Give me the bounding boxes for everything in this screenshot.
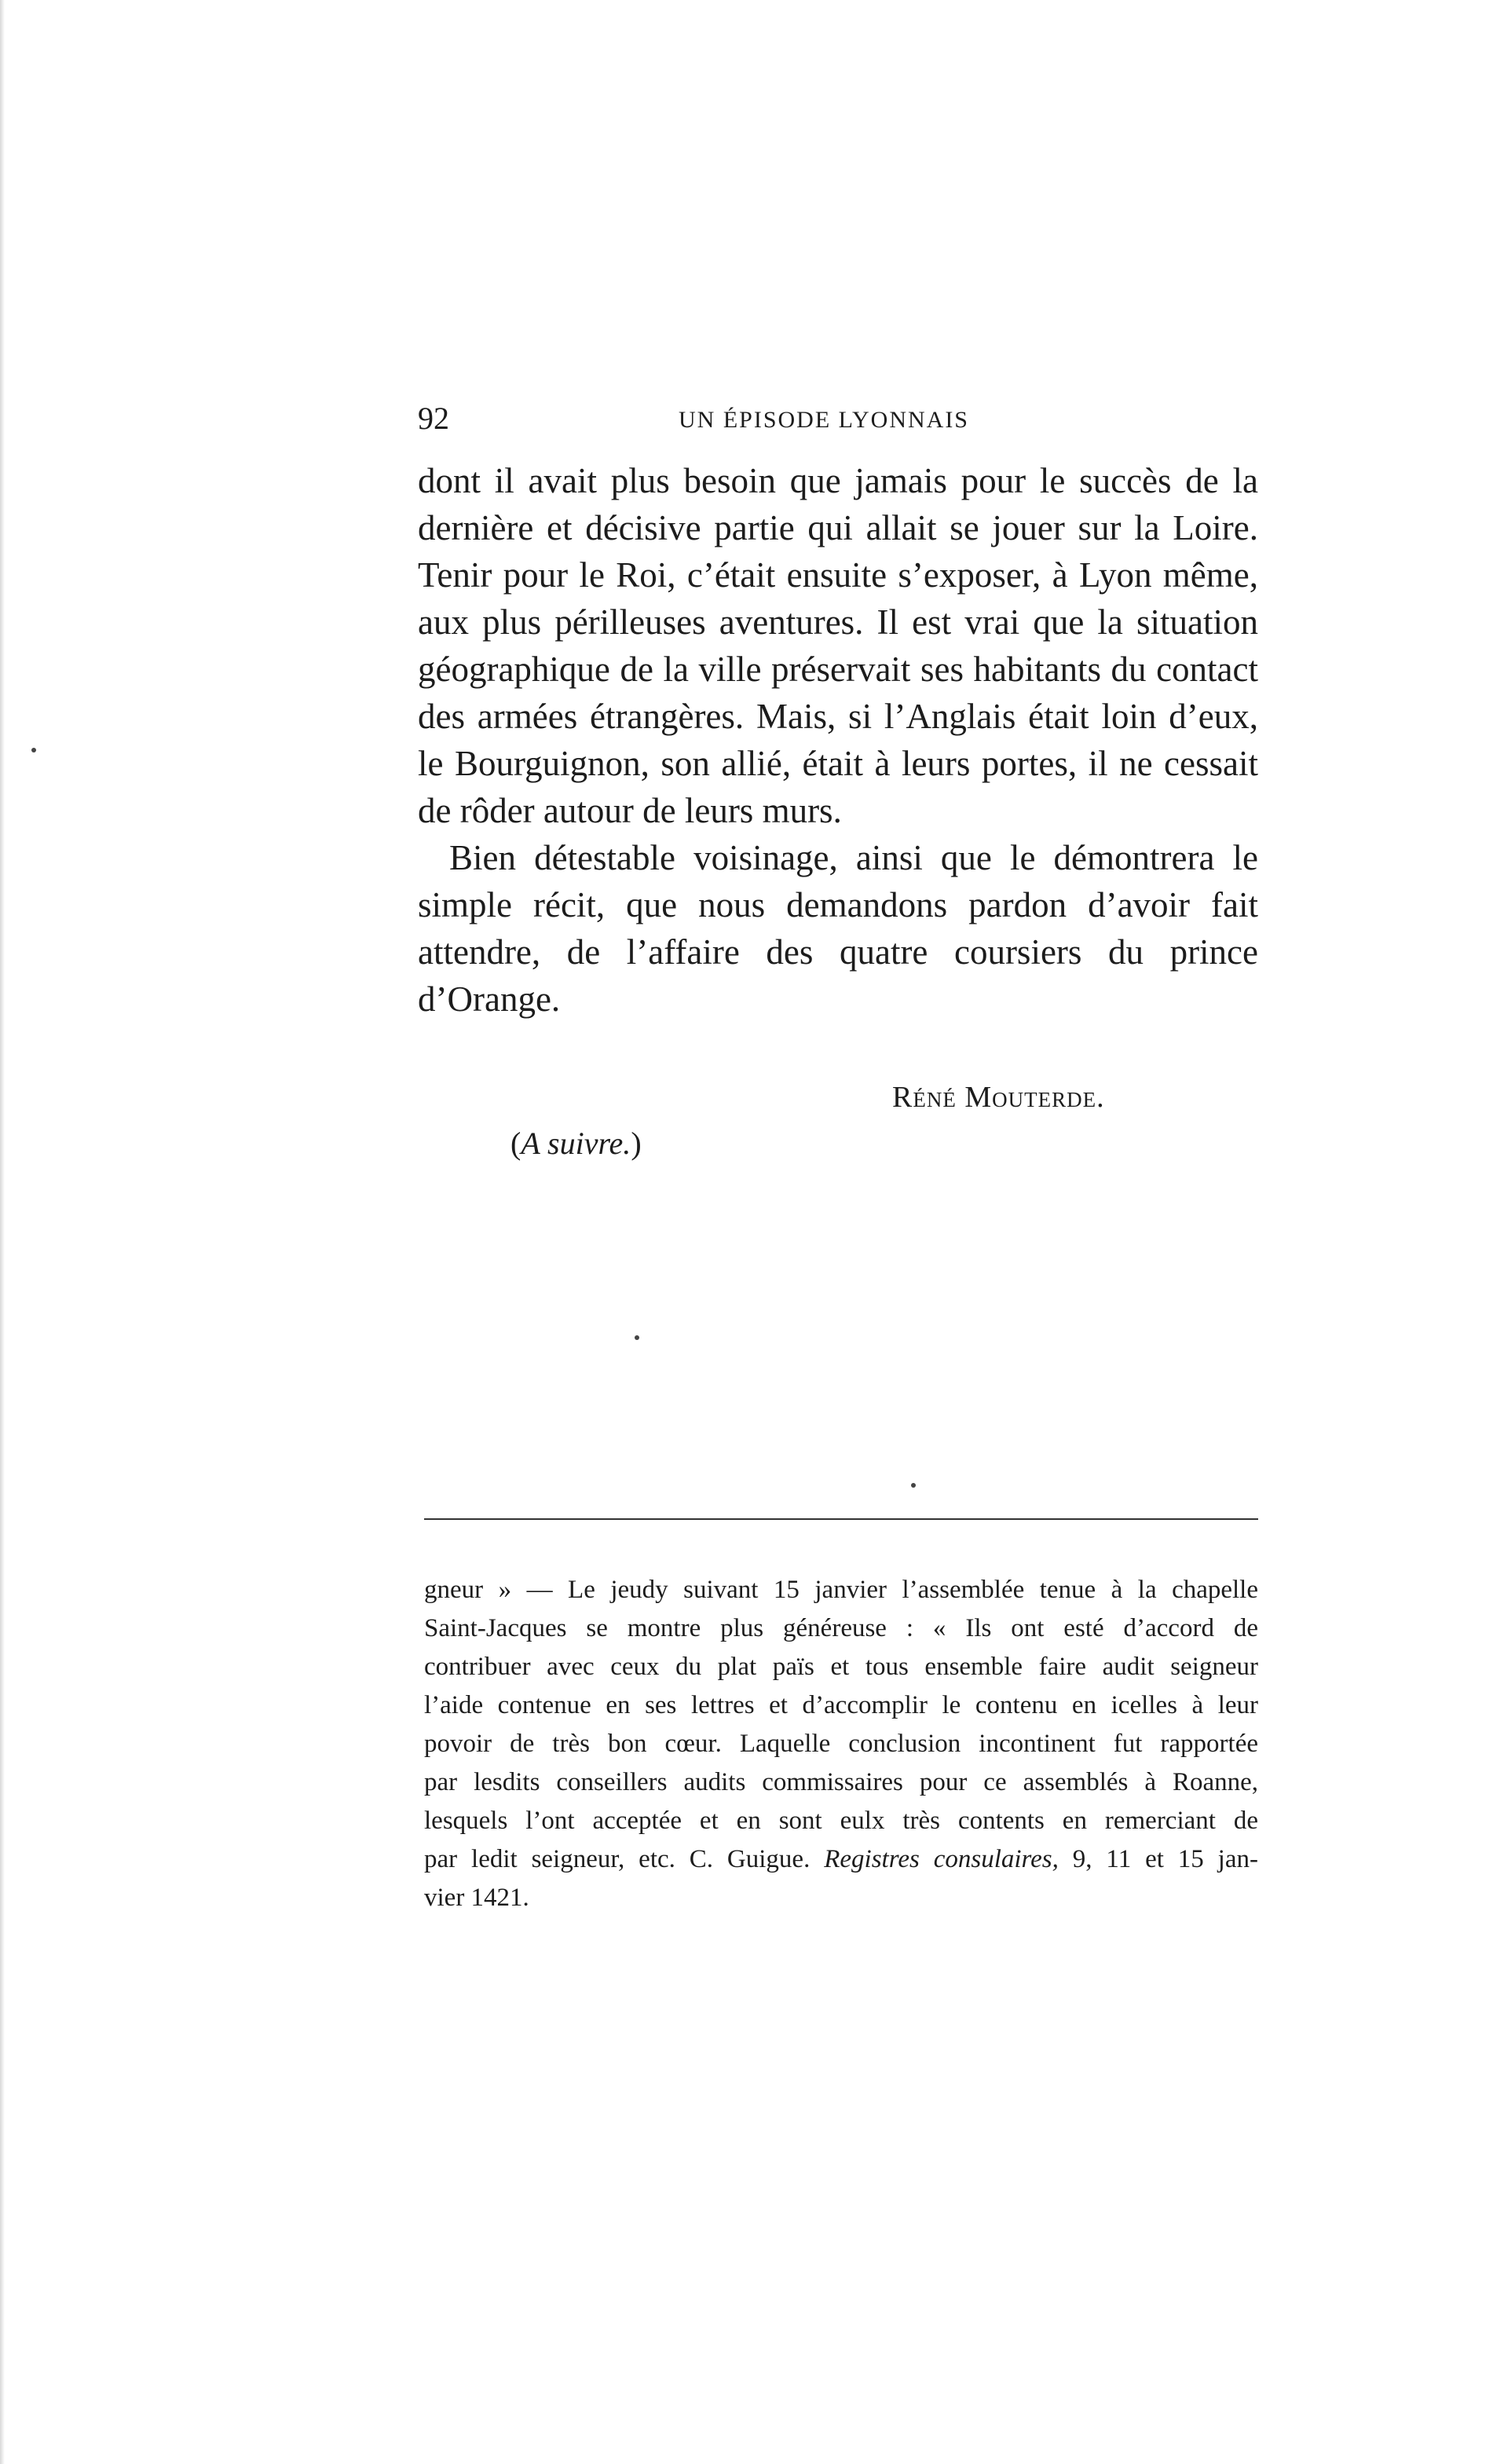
footnote-line: gneur » — Le jeudy suivant 15 janvier l’assemblée tenue à la chapelle: [424, 1576, 1258, 1604]
footnote-citation-title: Registres consulaires,: [824, 1845, 1059, 1873]
body-line: dernière et décisive partie qui allait se jouer sur la Loire.: [418, 508, 1258, 547]
body-line: dont il avait plus besoin que jamais pour le succès de la: [418, 461, 1258, 500]
page-number: 92: [418, 401, 449, 436]
footnote-line: vier 1421.: [424, 1884, 529, 1912]
footnote-separator: [424, 1518, 1258, 1520]
scan-speck: [911, 1483, 916, 1488]
scan-speck: [31, 748, 36, 752]
body-line: des armées étrangères. Mais, si l’Anglais était loin d’eux,: [418, 697, 1258, 736]
scan-edge: [0, 0, 5, 2464]
footnote-text: 9, 11 et 15 jan-: [1072, 1845, 1258, 1873]
body-line: Tenir pour le Roi, c’était ensuite s’exposer, à Lyon même,: [418, 555, 1258, 595]
body-line: aux plus périlleuses aventures. Il est vrai que la situation: [418, 602, 1258, 642]
footnote-line: povoir de très bon cœur. Laquelle conclusion incontinent fut rapportée: [424, 1730, 1258, 1758]
footnote-line: l’aide contenue en ses lettres et d’accomplir le contenu en icelles à leur: [424, 1691, 1258, 1719]
body-line: Bien détestable voisinage, ainsi que le démontrera le: [449, 838, 1258, 877]
footnote-line: Saint-Jacques se montre plus généreuse : « Ils ont esté d’accord de: [424, 1614, 1258, 1642]
footnote-text: par ledit seigneur, etc. C. Guigue.: [424, 1845, 811, 1873]
continuation-text: A suivre.: [521, 1126, 631, 1161]
footnote-line: lesquels l’ont acceptée et en sont eulx très contents en remerciant de: [424, 1807, 1258, 1835]
running-header: [418, 399, 1258, 438]
body-line: de rôder autour de leurs murs.: [418, 791, 842, 830]
footnote: [424, 1571, 1258, 1917]
footnote-line: contribuer avec ceux du plat païs et tous ensemble faire audit seigneur: [424, 1653, 1258, 1681]
scan-speck: [635, 1335, 639, 1340]
body-text: [418, 457, 1258, 1023]
footnote-line: par lesdits conseillers audits commissaires pour ce assemblés à Roanne,: [424, 1768, 1258, 1796]
author-signature: Réné Mouterde.: [892, 1081, 1105, 1114]
body-line: géographique de la ville préservait ses habitants du contact: [418, 650, 1258, 689]
running-title: UN ÉPISODE LYONNAIS: [679, 407, 969, 433]
continuation-note: [510, 1123, 642, 1164]
continuation-open-paren: (: [510, 1126, 521, 1161]
continuation-close-paren: ): [631, 1126, 642, 1161]
body-line: d’Orange.: [418, 979, 561, 1019]
body-line: attendre, de l’affaire des quatre coursiers du prince: [418, 932, 1258, 972]
body-line: le Bourguignon, son allié, était à leurs portes, il ne cessait: [418, 744, 1258, 783]
footnote-line: [424, 1840, 1258, 1879]
body-line: simple récit, que nous demandons pardon d’avoir fait: [418, 885, 1258, 924]
